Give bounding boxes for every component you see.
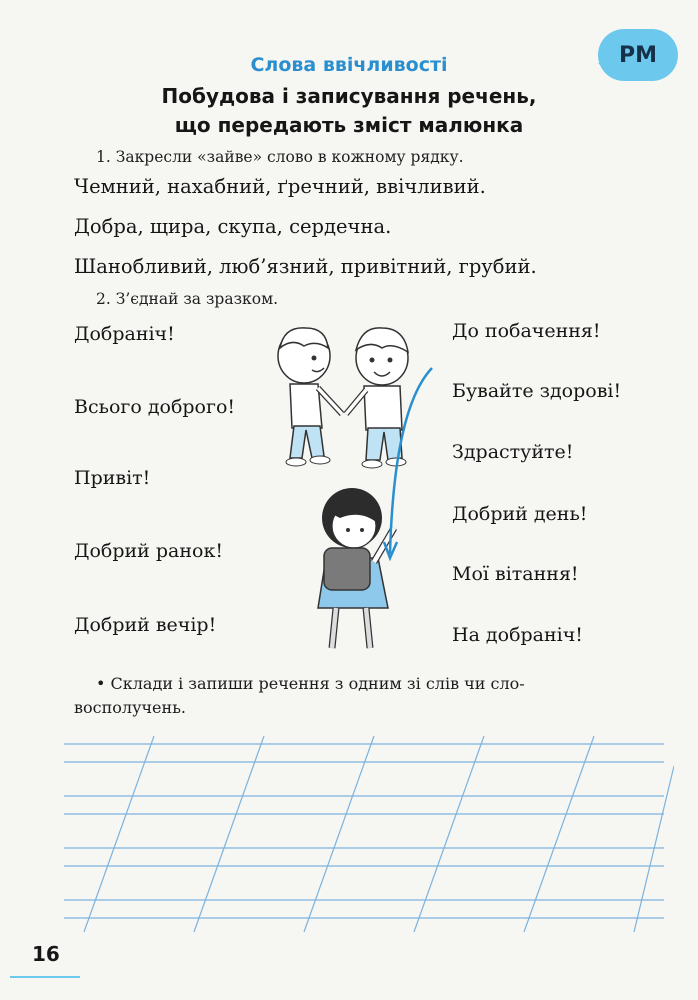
boy-left-figure bbox=[278, 328, 342, 466]
lesson-title: Слова ввічливості bbox=[250, 54, 448, 76]
task1-instruction: 1. Закресли «зайве» слово в кожному рядку. bbox=[96, 148, 464, 166]
lesson-subtitle-line1: Побудова і записування речень, bbox=[161, 84, 537, 108]
left-greeting-1[interactable]: Добраніч! bbox=[74, 323, 175, 345]
right-greeting-3[interactable]: Здрастуйте! bbox=[452, 441, 574, 463]
page-number: 16 bbox=[32, 942, 60, 966]
section-badge: РМ bbox=[598, 29, 678, 81]
task1-row-1[interactable]: Чемний, нахабний, ґречний, ввічливий. bbox=[74, 175, 486, 198]
task3-line2: восполучень. bbox=[74, 698, 186, 717]
page-number-rule bbox=[10, 976, 80, 978]
greeting-illustration bbox=[270, 318, 450, 660]
task1-row-3[interactable]: Шанобливий, люб’язний, привітний, грубий. bbox=[74, 255, 537, 278]
right-greeting-5[interactable]: Мої вітання! bbox=[452, 563, 579, 585]
left-greeting-4[interactable]: Добрий ранок! bbox=[74, 540, 223, 562]
task2-instruction: 2. З’єднай за зразком. bbox=[96, 290, 279, 308]
right-greeting-2[interactable]: Бувайте здорові! bbox=[452, 380, 622, 402]
right-greeting-1[interactable]: До побачення! bbox=[452, 320, 601, 342]
task1-row-2[interactable]: Добра, щира, скупа, сердечна. bbox=[74, 215, 392, 238]
girl-figure bbox=[318, 488, 394, 648]
task3-line1: • Склади і запиши речення з одним зі слів чи сло- bbox=[96, 674, 525, 693]
task3-instruction bbox=[74, 672, 674, 720]
lesson-subtitle-line2: що передають зміст малюнка bbox=[174, 113, 524, 137]
left-greeting-3[interactable]: Привіт! bbox=[74, 467, 151, 489]
right-greeting-4[interactable]: Добрий день! bbox=[452, 503, 588, 525]
left-greeting-2[interactable]: Всього доброго! bbox=[74, 396, 236, 418]
right-greeting-6[interactable]: На добраніч! bbox=[452, 624, 583, 646]
writing-lines[interactable] bbox=[64, 736, 674, 932]
left-greeting-5[interactable]: Добрий вечір! bbox=[74, 614, 217, 636]
